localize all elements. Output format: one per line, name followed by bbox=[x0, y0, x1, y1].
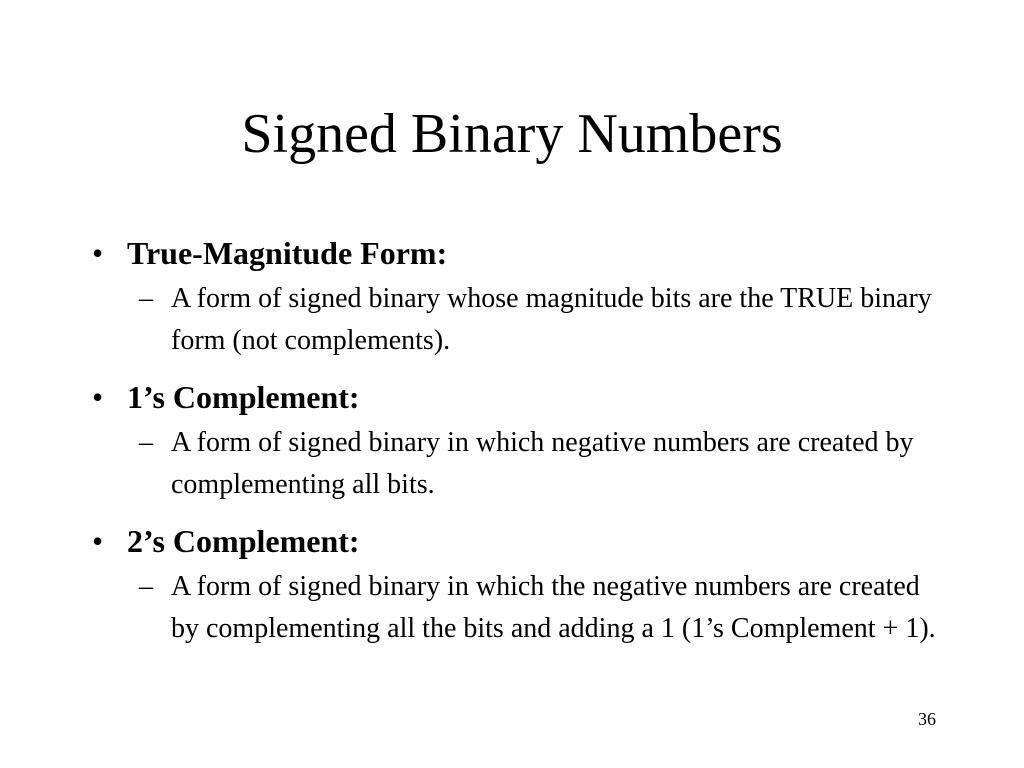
bullet-twos-complement bbox=[92, 518, 952, 564]
bullet-marker: • bbox=[92, 235, 104, 271]
sub-bullet-text: A form of signed binary in which the negative numbers are created by complementing all the bits and adding a 1 (1’s Complement + 1). bbox=[171, 571, 936, 644]
sub-bullet-ones-complement bbox=[92, 422, 936, 506]
sub-bullet-twos-complement bbox=[92, 566, 936, 650]
bullet-heading: 1’s Complement: bbox=[127, 379, 360, 415]
sub-bullet-marker: – bbox=[139, 427, 153, 458]
slide-title: Signed Binary Numbers bbox=[241, 103, 783, 165]
bullet-marker: • bbox=[92, 523, 104, 559]
slide-content bbox=[92, 230, 952, 662]
sub-bullet-true-magnitude bbox=[92, 278, 936, 362]
bullet-marker: • bbox=[92, 379, 104, 415]
page-number: 36 bbox=[918, 709, 936, 729]
bullet-ones-complement bbox=[92, 374, 952, 420]
sub-bullet-text: A form of signed binary in which negative numbers are created by complementing all bits. bbox=[171, 427, 914, 500]
bullet-heading: 2’s Complement: bbox=[127, 523, 360, 559]
sub-bullet-text: A form of signed binary whose magnitude bits are the TRUE binary form (not complements). bbox=[171, 283, 932, 356]
sub-bullet-marker: – bbox=[139, 283, 153, 314]
bullet-heading: True-Magnitude Form: bbox=[127, 235, 448, 271]
bullet-true-magnitude bbox=[92, 230, 952, 276]
sub-bullet-marker: – bbox=[139, 571, 153, 602]
